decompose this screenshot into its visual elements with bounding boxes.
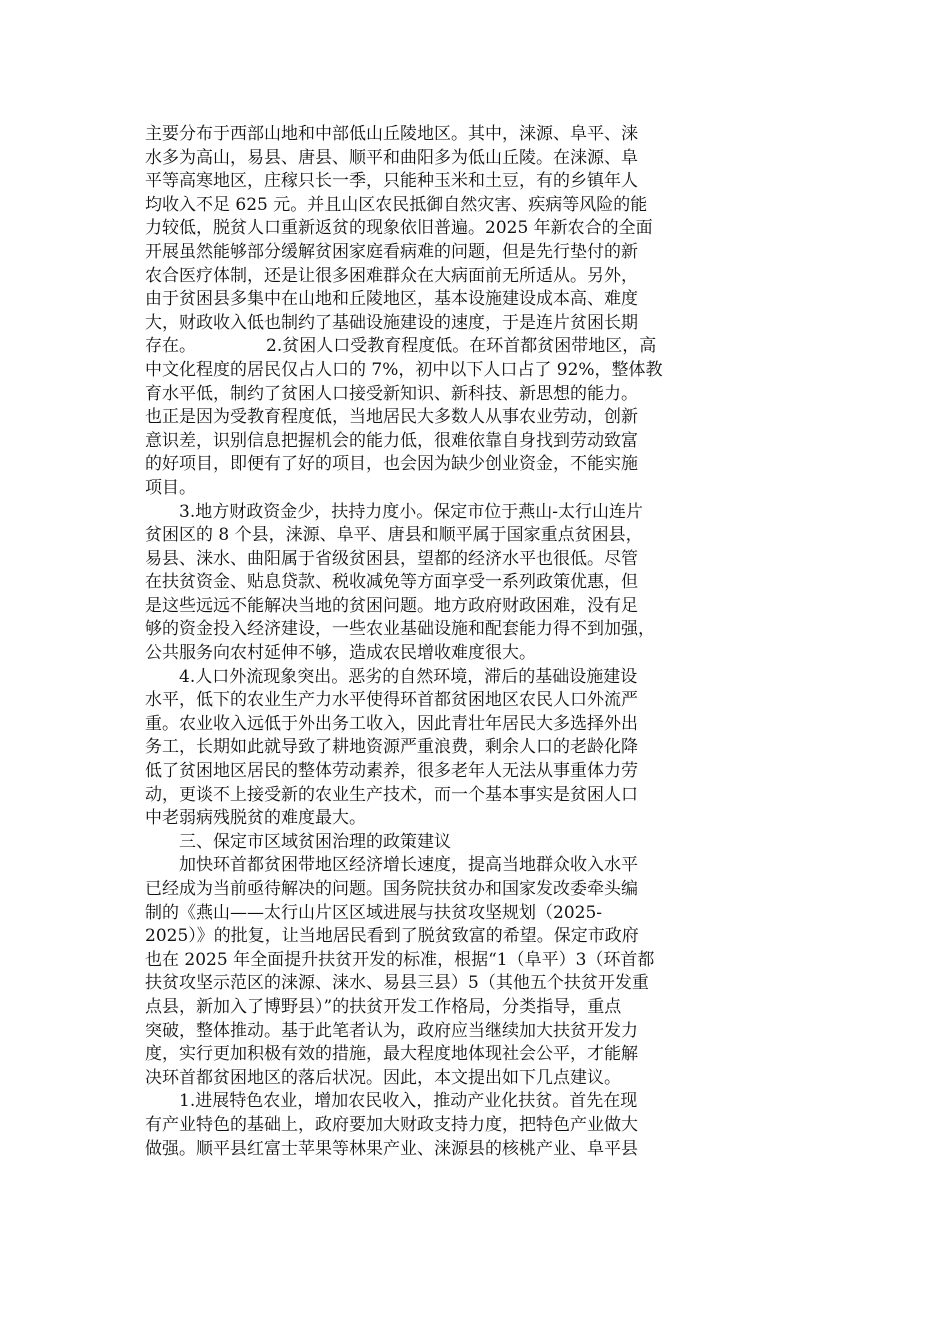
text-line: 贫困区的 8 个县，涞源、阜平、唐县和顺平属于国家重点贫困县， <box>145 525 643 546</box>
text-line: 够的资金投入经济建设，一些农业基础设施和配套能力得不到加强， <box>145 619 655 640</box>
text-line: 大，财政收入低也制约了基础设施建设的速度，于是连片贫困长期 <box>145 312 638 333</box>
text-line: 平等高寒地区，庄稼只长一季，只能种玉米和土豆，有的乡镇年人 <box>145 171 638 192</box>
text-line: 点县，新加入了博野县）”的扶贫开发工作格局，分类指导，重点 <box>145 996 622 1017</box>
text-line: 也正是因为受教育程度低，当地居民大多数人从事农业劳动，创新 <box>145 407 638 428</box>
text-line: 均收入不足 625 元。并且山区农民抵御自然灾害、疾病等风险的能 <box>145 194 648 215</box>
text-line: 中文化程度的居民仅占人口的 7%，初中以下人口占了 92%，整体教 <box>145 359 663 380</box>
text-line: 易县、涞水、曲阳属于省级贫困县，望都的经济水平也很低。尽管 <box>145 548 638 569</box>
text-line: 做强。顺平县红富士苹果等林果产业、涞源县的核桃产业、阜平县 <box>145 1138 638 1159</box>
text-line: 中老弱病残脱贫的难度最大。 <box>145 808 366 829</box>
text-line: 公共服务向农村延伸不够，造成农民增收难度很大。 <box>145 643 536 664</box>
text-fragment: 2.贫困人口受教育程度低。在环首都贫困带地区，高 <box>266 336 657 357</box>
text-line: 水多为高山，易县、唐县、顺平和曲阳多为低山丘陵。在涞源、阜 <box>145 147 638 168</box>
text-line: 已经成为当前亟待解决的问题。国务院扶贫办和国家发改委牵头编 <box>145 879 638 899</box>
text-line: 开展虽然能够部分缓解贫困家庭看病难的问题，但是先行垫付的新 <box>145 241 638 262</box>
text-line: 力较低，脱贫人口重新返贫的现象依旧普遍。2025 年新农合的全面 <box>145 218 653 239</box>
text-line: 决环首都贫困地区的落后状况。因此，本文提出如下几点建议。 <box>145 1067 621 1088</box>
text-line: 务工，长期如此就导致了耕地资源严重浪费，剩余人口的老龄化降 <box>145 737 638 758</box>
text-fragment: 存在。 <box>145 336 196 357</box>
text-line: 在扶贫资金、贴息贷款、税收减免等方面享受一系列政策优惠，但 <box>145 572 638 593</box>
paragraph-start: 1.进展特色农业，增加农民收入，推动产业化扶贫。首先在现 <box>179 1091 638 1112</box>
text-line: 突破，整体推动。基于此笔者认为，政府应当继续加大扶贫开发力 <box>145 1020 638 1041</box>
document-body <box>145 123 805 1161</box>
text-line: 项目。 <box>145 477 196 498</box>
text-line: 动，更谈不上接受新的农业生产技术，而一个基本事实是贫困人口 <box>145 784 638 805</box>
text-line: 扶贫攻坚示范区的涞源、涞水、易县三县）5（其他五个扶贫开发重 <box>145 973 649 994</box>
text-line: 的好项目，即便有了好的项目，也会因为缺少创业资金，不能实施 <box>145 454 638 475</box>
paragraph-start: 3.地方财政资金少，扶持力度小。保定市位于燕山-太行山连片 <box>179 501 643 522</box>
text-line: 是这些远远不能解决当地的贫困问题。地方政府财政困难，没有足 <box>145 595 638 616</box>
text-line: 度，实行更加积极有效的措施，最大程度地体现社会公平，才能解 <box>145 1044 638 1065</box>
text-line: 重。农业收入远低于外出务工收入，因此青壮年居民大多选择外出 <box>145 713 638 734</box>
paragraph-start: 加快环首都贫困带地区经济增长速度，提高当地群众收入水平 <box>179 855 638 876</box>
paragraph-start: 4.人口外流现象突出。恶劣的自然环境，滞后的基础设施建设 <box>179 666 638 687</box>
text-line: 主要分布于西部山地和中部低山丘陵地区。其中，涞源、阜平、涞 <box>145 124 638 144</box>
text-line: 也在 2025 年全面提升扶贫开发的标准，根据“1（阜平）3（环首都 <box>145 949 655 970</box>
section-heading: 三、保定市区域贫困治理的政策建议 <box>179 831 451 852</box>
text-line: 育水平低，制约了贫困人口接受新知识、新科技、新思想的能力。 <box>145 383 638 404</box>
text-line: 低了贫困地区居民的整体劳动素养，很多老年人无法从事重体力劳 <box>145 761 638 782</box>
text-line: 意识差，识别信息把握机会的能力低，很难依靠自身找到劳动致富 <box>145 430 638 451</box>
text-line: 有产业特色的基础上，政府要加大财政支持力度，把特色产业做大 <box>145 1114 638 1135</box>
text-line: 制的《燕山——太行山片区区域进展与扶贫攻坚规划（2025- <box>145 902 603 923</box>
text-line: 2025）》的批复，让当地居民看到了脱贫致富的希望。保定市政府 <box>145 926 639 947</box>
text-line-mixed <box>145 335 805 359</box>
text-line: 由于贫困县多集中在山地和丘陵地区，基本设施建设成本高、难度 <box>145 289 638 310</box>
text-line: 农合医疗体制，还是让很多困难群众在大病面前无所适从。另外， <box>145 265 638 286</box>
text-line: 水平，低下的农业生产力水平使得环首都贫困地区农民人口外流严 <box>145 690 638 711</box>
